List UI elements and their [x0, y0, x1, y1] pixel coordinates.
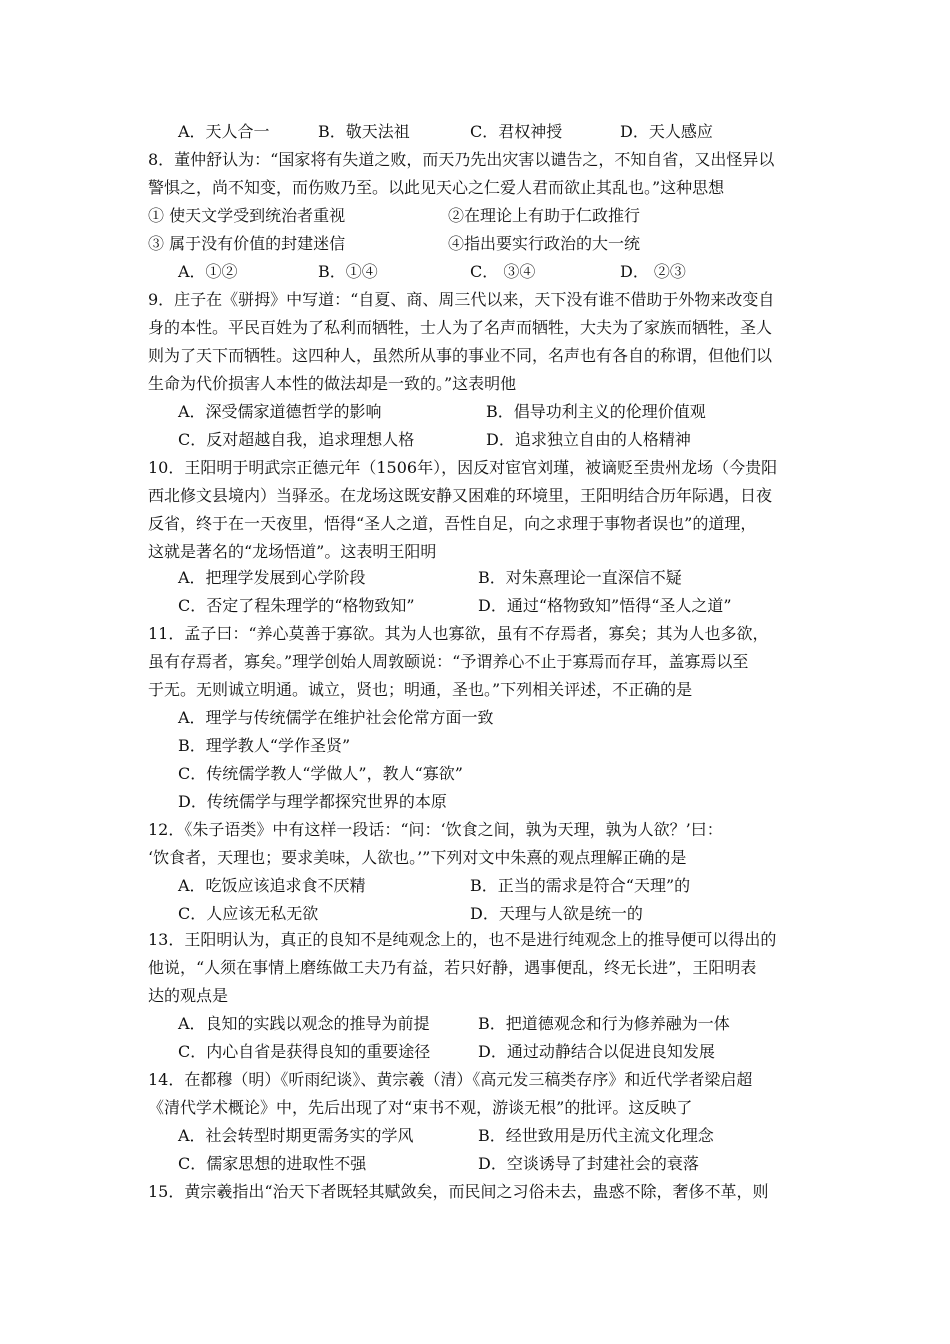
- q10-stem-line: 西北修文县境内）当驿丞。在龙场这既安静又困难的环境里，王阳明结合历年际遇，日夜: [148, 486, 773, 505]
- q13-stem-line: 达的观点是: [148, 986, 229, 1005]
- q12-option-c: C．人应该无私无欲: [178, 904, 319, 923]
- q8-option-d: D． ②③: [620, 262, 686, 281]
- q10-stem-line: 10．王阳明于明武宗正德元年（1506年），因反对宦官刘瑾，被谪贬至贵州龙场（今贵阳: [148, 458, 778, 477]
- q12-stem-line: 12．《朱子语类》中有这样一段话：“问：‘饮食之间，孰为天理，孰为人欲？’曰：: [148, 820, 723, 839]
- q13-stem-line: 13．王阳明认为，真正的良知不是纯观念上的，也不是进行纯观念上的推导便可以得出的: [148, 930, 777, 949]
- q11-option-c: C．传统儒学教人“学做人”，教人“寡欲”: [178, 764, 463, 783]
- q12-stem-line: ‘饮食者，天理也；要求美味，人欲也。’”下列对文中朱熹的观点理解正确的是: [148, 848, 687, 867]
- q7-option-a: A．天人合一: [178, 122, 270, 141]
- q7-option-d: D．天人感应: [620, 122, 713, 141]
- q10-stem-line: 这就是著名的“龙场悟道”。这表明王阳明: [148, 542, 437, 561]
- q14-stem-line: 14．在都穆（明）《听雨纪谈》、黄宗羲（清）《高元发三稿类存序》和近代学者梁启超: [148, 1070, 753, 1089]
- q8-option-b: B．①④: [318, 262, 378, 281]
- q11-option-d: D．传统儒学与理学都探究世界的本原: [178, 792, 447, 811]
- q14-option-c: C．儒家思想的进取性不强: [178, 1154, 367, 1173]
- q10-option-c: C．否定了程朱理学的“格物致知”: [178, 596, 415, 615]
- q14-stem-line: 《清代学术概论》中，先后出现了对“束书不观，游谈无根”的批评。这反映了: [148, 1098, 693, 1117]
- q9-stem-line: 9．庄子在《骈拇》中写道：“自夏、商、周三代以来，天下没有谁不借助于外物来改变自: [148, 290, 775, 309]
- q13-option-b: B．把道德观念和行为修养融为一体: [478, 1014, 730, 1033]
- q12-option-a: A．吃饭应该追求食不厌精: [178, 876, 366, 895]
- q13-option-a: A．良知的实践以观念的推导为前提: [178, 1014, 430, 1033]
- q11-option-b: B．理学教人“学作圣贤”: [178, 736, 351, 755]
- q10-option-a: A．把理学发展到心学阶段: [178, 568, 366, 587]
- q9-stem-line: 则为了天下而牺牲。这四种人，虽然所从事的事业不同，名声也有各自的称谓，但他们以: [148, 346, 773, 365]
- q8-option-c: C． ③④: [470, 262, 536, 281]
- q8-statement-4: ④指出要实行政治的大一统: [448, 234, 641, 253]
- q9-option-b: B．倡导功利主义的伦理价值观: [486, 402, 706, 421]
- q10-option-d: D．通过“格物致知”悟得“圣人之道”: [478, 596, 732, 615]
- q10-option-b: B．对朱熹理论一直深信不疑: [478, 568, 682, 587]
- q9-option-a: A．深受儒家道德哲学的影响: [178, 402, 382, 421]
- q11-option-a: A．理学与传统儒学在维护社会伦常方面一致: [178, 708, 494, 727]
- q8-statement-1: ① 使天文学受到统治者重视: [148, 206, 346, 225]
- q12-option-d: D．天理与人欲是统一的: [470, 904, 643, 923]
- q9-stem-line: 身的本性。平民百姓为了私利而牺牲，士人为了名声而牺牲，大夫为了家族而牺牲，圣人: [148, 318, 773, 337]
- q10-stem-line: 反省，终于在一天夜里，悟得“圣人之道，吾性自足，向之求理于事物者误也”的道理，: [148, 514, 757, 533]
- q8-option-a: A．①②: [178, 262, 238, 281]
- q13-option-d: D．通过动静结合以促进良知发展: [478, 1042, 715, 1061]
- q11-stem-line: 11．孟子曰：“养心莫善于寡欲。其为人也寡欲，虽有不存焉者，寡矣；其为人也多欲，: [148, 624, 769, 643]
- q7-option-c: C．君权神授: [470, 122, 563, 141]
- q15-stem-line: 15．黄宗羲指出“治天下者既轻其赋敛矣，而民间之习俗未去，蛊惑不除，奢侈不革，则: [148, 1182, 769, 1201]
- q8-stem-line: 8．董仲舒认为：“国家将有失道之败，而天乃先出灾害以谴告之，不知自省，又出怪异以: [148, 150, 775, 169]
- q8-statement-3: ③ 属于没有价值的封建迷信: [148, 234, 346, 253]
- q8-stem-line: 警惧之，尚不知变，而伤败乃至。以此见天心之仁爱人君而欲止其乱也。”这种思想: [148, 178, 725, 197]
- q13-option-c: C．内心自省是获得良知的重要途径: [178, 1042, 431, 1061]
- q9-stem-line: 生命为代价损害人本性的做法却是一致的。”这表明他: [148, 374, 517, 393]
- q13-stem-line: 他说，“人须在事情上磨练做工夫乃有益，若只好静，遇事便乱，终无长进”，王阳明表: [148, 958, 757, 977]
- q14-option-b: B．经世致用是历代主流文化理念: [478, 1126, 714, 1145]
- q7-option-b: B．敬天法祖: [318, 122, 410, 141]
- q11-stem-line: 于无。无则诚立明通。诚立，贤也；明通，圣也。”下列相关评述，不正确的是: [148, 680, 693, 699]
- q14-option-d: D．空谈诱导了封建社会的衰落: [478, 1154, 699, 1173]
- q11-stem-line: 虽有存焉者，寡矣。”理学创始人周敦颐说：“予谓养心不止于寡焉而存耳，盖寡焉以至: [148, 652, 749, 671]
- q14-option-a: A．社会转型时期更需务实的学风: [178, 1126, 414, 1145]
- q8-statement-2: ②在理论上有助于仁政推行: [448, 206, 641, 225]
- q12-option-b: B．正当的需求是符合“天理”的: [470, 876, 691, 895]
- q9-option-d: D．追求独立自由的人格精神: [486, 430, 691, 449]
- q9-option-c: C．反对超越自我，追求理想人格: [178, 430, 415, 449]
